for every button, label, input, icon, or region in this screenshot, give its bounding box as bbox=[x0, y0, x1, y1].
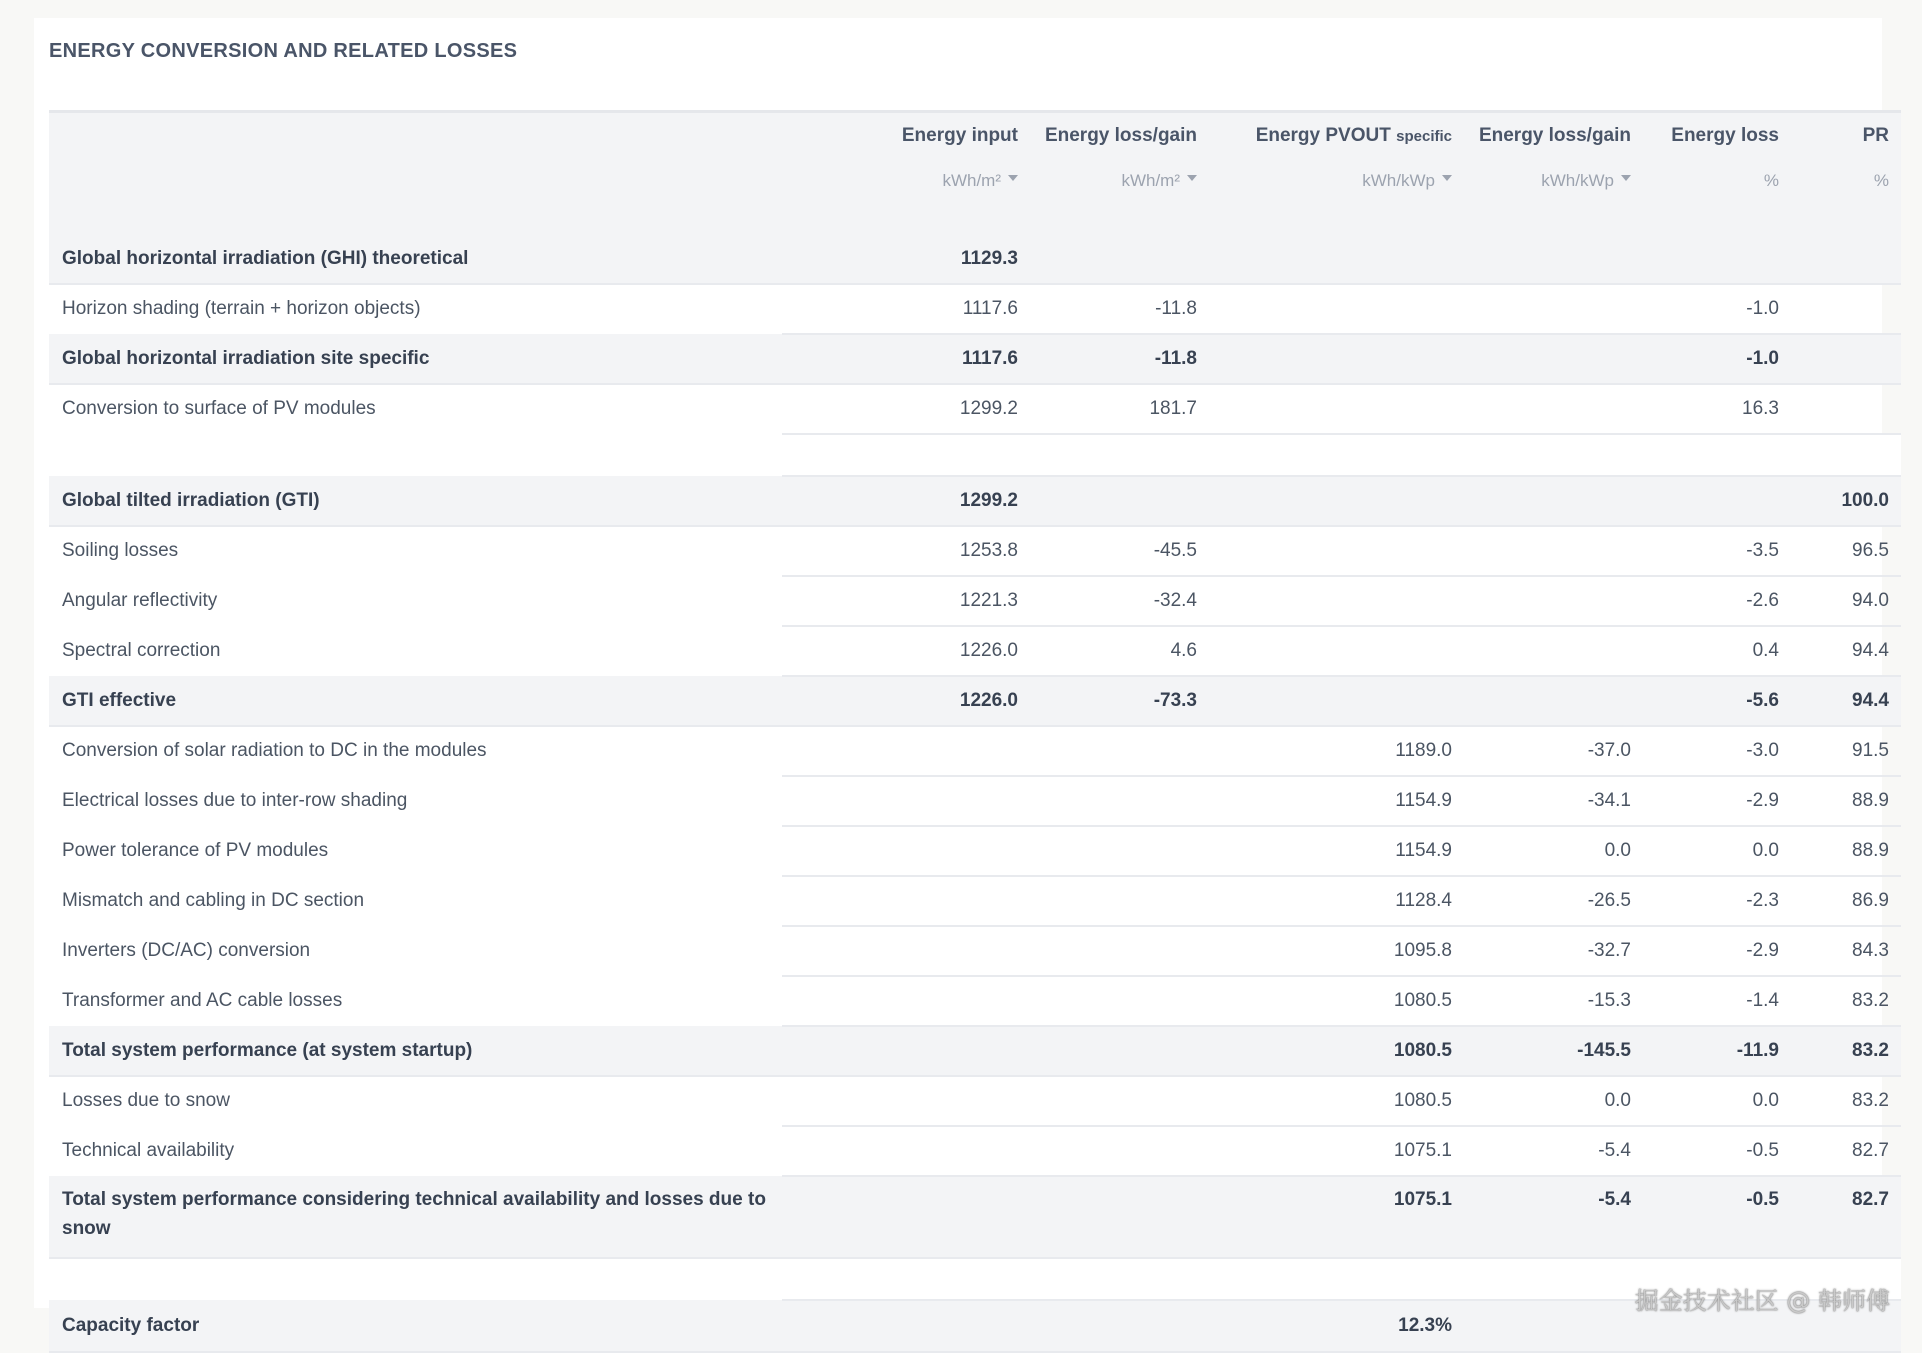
column-header-energy-input[interactable]: Energy input bbox=[901, 125, 1018, 146]
row-value: -1.0 bbox=[1643, 284, 1791, 334]
row-value: -45.5 bbox=[1030, 526, 1209, 576]
row-value bbox=[782, 1076, 1030, 1126]
row-value bbox=[1791, 384, 1901, 434]
row-value: -15.3 bbox=[1464, 976, 1643, 1026]
row-value: 0.0 bbox=[1464, 1076, 1643, 1126]
row-value: 1226.0 bbox=[782, 676, 1030, 726]
row-value: 0.0 bbox=[1643, 826, 1791, 876]
spacer-cell bbox=[1791, 434, 1901, 476]
row-value bbox=[1209, 626, 1464, 676]
unit-sort-energy-input[interactable]: kWh/m² bbox=[782, 171, 1030, 235]
row-label: Conversion to surface of PV modules bbox=[62, 398, 376, 419]
row-value bbox=[1464, 235, 1643, 284]
row-value: -2.9 bbox=[1643, 776, 1791, 826]
row-label: Global tilted irradiation (GTI) bbox=[49, 476, 782, 526]
spacer-cell bbox=[49, 434, 782, 476]
row-value: 94.4 bbox=[1791, 676, 1901, 726]
row-value: 1253.8 bbox=[782, 526, 1030, 576]
row-value bbox=[1030, 1076, 1209, 1126]
row-value: 1189.0 bbox=[1209, 726, 1464, 776]
row-value: 88.9 bbox=[1791, 776, 1901, 826]
row-label: Soiling losses bbox=[62, 540, 179, 561]
row-value: 86.9 bbox=[1791, 876, 1901, 926]
row-value bbox=[782, 826, 1030, 876]
row-value bbox=[1464, 334, 1643, 384]
row-value bbox=[782, 1300, 1030, 1352]
row-label: Losses due to snow bbox=[62, 1090, 230, 1111]
header-row-labels bbox=[49, 112, 1901, 172]
row-value: 1299.2 bbox=[782, 476, 1030, 526]
row-value: -1.0 bbox=[1643, 334, 1791, 384]
row-value: -5.4 bbox=[1464, 1126, 1643, 1176]
row-value bbox=[1030, 1176, 1209, 1258]
row-value: -0.5 bbox=[1643, 1126, 1791, 1176]
row-value: 94.4 bbox=[1791, 626, 1901, 676]
row-value bbox=[1209, 576, 1464, 626]
row-value bbox=[1791, 235, 1901, 284]
spacer-cell bbox=[1209, 1258, 1464, 1300]
table-row bbox=[49, 676, 1901, 726]
row-value: -145.5 bbox=[1464, 1026, 1643, 1076]
table-row bbox=[49, 1126, 1901, 1176]
row-value bbox=[1464, 1300, 1643, 1352]
spacer-cell bbox=[782, 1258, 1030, 1300]
row-value: 4.6 bbox=[1030, 626, 1209, 676]
watermark: 掘金技术社区 @ 韩师傅 bbox=[1634, 1287, 1890, 1315]
row-value: 100.0 bbox=[1791, 476, 1901, 526]
row-value: 1117.6 bbox=[782, 284, 1030, 334]
spacer-cell bbox=[49, 1258, 782, 1300]
row-value: -73.3 bbox=[1030, 676, 1209, 726]
row-label: Transformer and AC cable losses bbox=[62, 990, 343, 1011]
row-value: 0.0 bbox=[1464, 826, 1643, 876]
row-value: 1226.0 bbox=[782, 626, 1030, 676]
row-value bbox=[1464, 476, 1643, 526]
row-value bbox=[1030, 726, 1209, 776]
row-label: Power tolerance of PV modules bbox=[62, 840, 329, 861]
row-value bbox=[1030, 476, 1209, 526]
row-value: 1080.5 bbox=[1209, 976, 1464, 1026]
row-value: -2.3 bbox=[1643, 876, 1791, 926]
row-value bbox=[1643, 476, 1791, 526]
row-value bbox=[782, 976, 1030, 1026]
row-value: 0.4 bbox=[1643, 626, 1791, 676]
table-row bbox=[49, 334, 1901, 384]
row-value: 16.3 bbox=[1643, 384, 1791, 434]
row-value: -5.6 bbox=[1643, 676, 1791, 726]
row-value: 91.5 bbox=[1791, 726, 1901, 776]
spacer-cell bbox=[1030, 1258, 1209, 1300]
table-row bbox=[49, 1026, 1901, 1076]
row-value: -32.4 bbox=[1030, 576, 1209, 626]
row-value: -1.4 bbox=[1643, 976, 1791, 1026]
row-value: 82.7 bbox=[1791, 1126, 1901, 1176]
row-label: Mismatch and cabling in DC section bbox=[62, 890, 365, 911]
row-value: -5.4 bbox=[1464, 1176, 1643, 1258]
spacer-cell bbox=[1209, 434, 1464, 476]
row-value bbox=[1030, 926, 1209, 976]
row-value: 1154.9 bbox=[1209, 776, 1464, 826]
row-value: -2.6 bbox=[1643, 576, 1791, 626]
column-header-energy-loss-gain-m2[interactable]: Energy loss/gain bbox=[1044, 125, 1197, 146]
table-body bbox=[49, 235, 1901, 1352]
table-row bbox=[49, 976, 1901, 1026]
row-value: -11.8 bbox=[1030, 334, 1209, 384]
sort-caret-icon[interactable] bbox=[1008, 175, 1018, 181]
row-value: 1080.5 bbox=[1209, 1026, 1464, 1076]
row-value bbox=[1643, 235, 1791, 284]
row-value: -3.5 bbox=[1643, 526, 1791, 576]
row-value bbox=[1209, 284, 1464, 334]
row-label: Conversion of solar radiation to DC in the modules bbox=[62, 740, 487, 761]
row-value bbox=[1464, 384, 1643, 434]
sort-caret-icon[interactable] bbox=[1442, 175, 1452, 181]
table-row bbox=[49, 626, 1901, 676]
column-header-energy-loss-percent: Energy loss bbox=[1671, 125, 1779, 146]
row-value bbox=[1464, 284, 1643, 334]
row-value bbox=[782, 1026, 1030, 1076]
row-value bbox=[1464, 576, 1643, 626]
table-row bbox=[49, 726, 1901, 776]
row-value: -26.5 bbox=[1464, 876, 1643, 926]
row-label: Total system performance (at system startup) bbox=[49, 1026, 782, 1076]
row-value bbox=[1464, 676, 1643, 726]
row-value bbox=[1464, 526, 1643, 576]
row-value: 1075.1 bbox=[1209, 1176, 1464, 1258]
sort-caret-icon[interactable] bbox=[1187, 175, 1197, 181]
row-value: -37.0 bbox=[1464, 726, 1643, 776]
row-value bbox=[1030, 1300, 1209, 1352]
row-value: 1129.3 bbox=[782, 235, 1030, 284]
row-label: Global horizontal irradiation site specific bbox=[49, 334, 782, 384]
column-header-energy-loss-gain-kwp[interactable]: Energy loss/gain bbox=[1478, 125, 1631, 146]
unit-sort-energy-pvout[interactable]: kWh/kWp bbox=[1209, 171, 1464, 235]
table-row bbox=[49, 876, 1901, 926]
row-label: Angular reflectivity bbox=[62, 590, 218, 611]
row-value bbox=[782, 1176, 1030, 1258]
section-title: ENERGY CONVERSION AND RELATED LOSSES bbox=[49, 40, 518, 62]
sort-caret-icon[interactable] bbox=[1621, 175, 1631, 181]
row-value bbox=[1030, 976, 1209, 1026]
row-value bbox=[1209, 476, 1464, 526]
row-value bbox=[782, 876, 1030, 926]
table-row bbox=[49, 384, 1901, 434]
unit-pr: % bbox=[1873, 171, 1889, 190]
table-row bbox=[49, 476, 1901, 526]
row-value: 1221.3 bbox=[782, 576, 1030, 626]
row-label: Global horizontal irradiation (GHI) theoretical bbox=[49, 235, 782, 284]
row-value: 82.7 bbox=[1791, 1176, 1901, 1258]
table-row bbox=[49, 576, 1901, 626]
row-label: Electrical losses due to inter-row shading bbox=[62, 790, 408, 811]
row-label: Spectral correction bbox=[62, 640, 221, 661]
row-value bbox=[1030, 1026, 1209, 1076]
row-value: 1117.6 bbox=[782, 334, 1030, 384]
spacer-cell bbox=[1030, 434, 1209, 476]
row-label: Inverters (DC/AC) conversion bbox=[62, 940, 311, 961]
header-suffix: specific bbox=[1396, 128, 1452, 145]
row-value bbox=[1030, 876, 1209, 926]
table-row bbox=[49, 926, 1901, 976]
row-value: 181.7 bbox=[1030, 384, 1209, 434]
row-value bbox=[1209, 334, 1464, 384]
unit-energy-loss: % bbox=[1763, 171, 1779, 190]
row-value: 1299.2 bbox=[782, 384, 1030, 434]
table-row bbox=[49, 776, 1901, 826]
row-value bbox=[1791, 284, 1901, 334]
row-value bbox=[1030, 776, 1209, 826]
row-value: 1128.4 bbox=[1209, 876, 1464, 926]
table-row bbox=[49, 826, 1901, 876]
table-row bbox=[49, 1300, 1901, 1352]
row-value bbox=[782, 1126, 1030, 1176]
row-label: Technical availability bbox=[62, 1140, 235, 1161]
row-value: 83.2 bbox=[1791, 976, 1901, 1026]
energy-losses-card bbox=[34, 18, 1889, 1336]
column-header-pr: PR bbox=[1862, 125, 1889, 146]
unit-sort-energy-loss-gain-m2[interactable]: kWh/m² bbox=[1030, 171, 1209, 235]
column-header-energy-pvout-specific[interactable]: Energy PVOUT specific bbox=[1255, 125, 1452, 146]
row-value bbox=[1030, 235, 1209, 284]
row-value bbox=[1030, 1126, 1209, 1176]
unit-sort-energy-loss-gain-kwp[interactable]: kWh/kWp bbox=[1464, 171, 1643, 235]
spacer-cell bbox=[1464, 1258, 1643, 1300]
row-value: 84.3 bbox=[1791, 926, 1901, 976]
table-row bbox=[49, 1076, 1901, 1126]
header-row-units bbox=[49, 171, 1901, 235]
row-value bbox=[1209, 676, 1464, 726]
row-label: Total system performance considering technical availability and losses due to snow bbox=[49, 1176, 782, 1258]
row-value bbox=[1464, 626, 1643, 676]
row-value bbox=[1209, 384, 1464, 434]
row-value: 96.5 bbox=[1791, 526, 1901, 576]
row-value: 83.2 bbox=[1791, 1076, 1901, 1126]
table-row bbox=[49, 526, 1901, 576]
row-value: 1154.9 bbox=[1209, 826, 1464, 876]
row-value bbox=[1209, 526, 1464, 576]
row-value bbox=[782, 926, 1030, 976]
row-value: 12.3% bbox=[1209, 1300, 1464, 1352]
row-value: -0.5 bbox=[1643, 1176, 1791, 1258]
row-value: -3.0 bbox=[1643, 726, 1791, 776]
row-value bbox=[1209, 235, 1464, 284]
header-label-empty bbox=[49, 112, 782, 172]
spacer-cell bbox=[1464, 434, 1643, 476]
row-value: -11.9 bbox=[1643, 1026, 1791, 1076]
unit-empty bbox=[49, 171, 782, 235]
row-label: Capacity factor bbox=[49, 1300, 782, 1352]
spacer-cell bbox=[782, 434, 1030, 476]
row-value bbox=[782, 726, 1030, 776]
spacer-row bbox=[49, 434, 1901, 476]
row-value: 94.0 bbox=[1791, 576, 1901, 626]
row-value bbox=[782, 776, 1030, 826]
spacer-row bbox=[49, 1258, 1901, 1300]
row-value: 83.2 bbox=[1791, 1026, 1901, 1076]
row-value: 1080.5 bbox=[1209, 1076, 1464, 1126]
spacer-cell bbox=[1643, 434, 1791, 476]
row-value: 0.0 bbox=[1643, 1076, 1791, 1126]
row-value: 88.9 bbox=[1791, 826, 1901, 876]
row-value: -34.1 bbox=[1464, 776, 1643, 826]
table-row bbox=[49, 235, 1901, 284]
table-row bbox=[49, 1176, 1901, 1258]
row-value bbox=[1030, 826, 1209, 876]
energy-losses-table bbox=[49, 110, 1901, 1353]
row-value: 1095.8 bbox=[1209, 926, 1464, 976]
table-row bbox=[49, 284, 1901, 334]
row-value: 1075.1 bbox=[1209, 1126, 1464, 1176]
row-label: GTI effective bbox=[49, 676, 782, 726]
row-value: -11.8 bbox=[1030, 284, 1209, 334]
row-value: -32.7 bbox=[1464, 926, 1643, 976]
row-label: Horizon shading (terrain + horizon objects) bbox=[62, 298, 421, 319]
row-value: -2.9 bbox=[1643, 926, 1791, 976]
row-value bbox=[1791, 334, 1901, 384]
